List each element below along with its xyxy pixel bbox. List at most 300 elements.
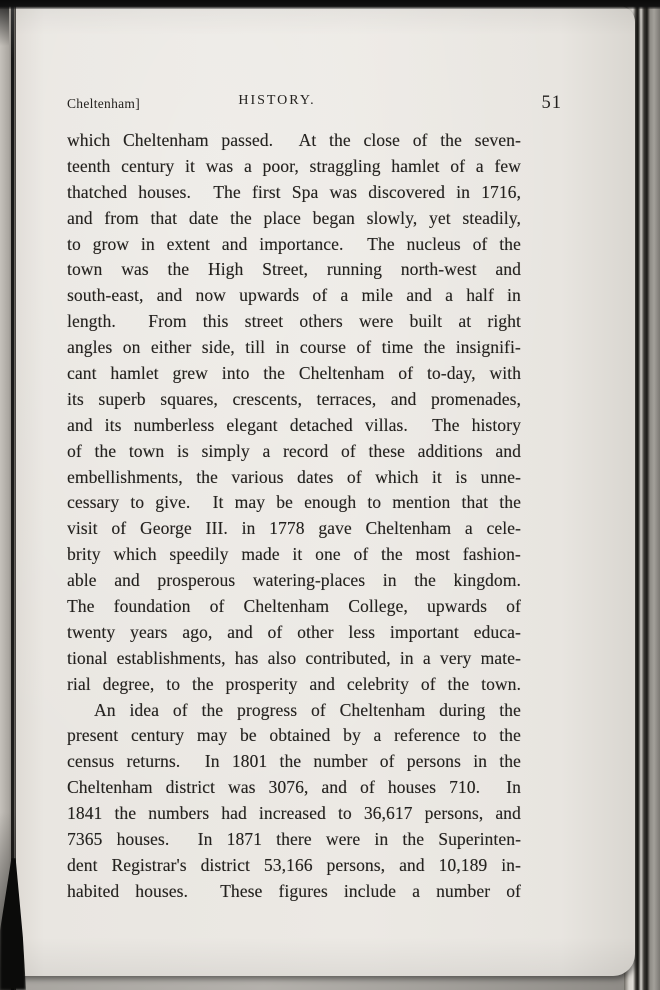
- text-line: [67, 413, 521, 439]
- word: additions: [417, 440, 483, 461]
- book-page: [13, 6, 635, 976]
- word: by: [343, 725, 361, 746]
- word: the: [447, 673, 470, 694]
- word: the: [196, 466, 218, 487]
- word: in: [140, 233, 155, 254]
- word: give.: [155, 492, 191, 513]
- word: the: [167, 259, 190, 280]
- word: the: [423, 337, 446, 358]
- word: this: [202, 311, 229, 332]
- word: simply: [201, 440, 250, 461]
- word: of: [360, 777, 375, 798]
- word: one: [315, 544, 341, 565]
- word: yet: [428, 207, 451, 228]
- word: extent: [166, 233, 210, 254]
- word: crescents,: [232, 388, 302, 409]
- word: detached: [289, 414, 353, 435]
- word: till: [245, 337, 266, 358]
- word: and: [114, 570, 140, 591]
- word: slowly,: [366, 207, 418, 228]
- word: course: [299, 337, 347, 358]
- word: may: [234, 492, 266, 513]
- word: other: [297, 621, 334, 642]
- text-line: [67, 827, 521, 853]
- word: and: [156, 285, 183, 306]
- word: its: [104, 414, 122, 435]
- word: had: [221, 803, 247, 824]
- word: In: [506, 777, 521, 798]
- word: in: [399, 647, 414, 668]
- word: district: [200, 854, 250, 875]
- word: George: [139, 518, 192, 539]
- word: of: [67, 440, 82, 461]
- word: the: [279, 751, 302, 772]
- word: upwards: [427, 596, 487, 617]
- word: Spa: [291, 181, 319, 202]
- word: be: [239, 725, 257, 746]
- word: from: [104, 207, 139, 228]
- word: the: [499, 699, 521, 720]
- word: The: [213, 181, 241, 202]
- word: 1841: [67, 803, 103, 824]
- word: and: [399, 854, 425, 875]
- word: was: [228, 777, 256, 798]
- word: of: [340, 440, 356, 461]
- word: a: [262, 440, 271, 461]
- word: were: [325, 829, 361, 850]
- text-line: [67, 620, 521, 646]
- word: less: [348, 621, 376, 642]
- word: villas.: [364, 414, 408, 435]
- word: 36,617: [363, 803, 413, 824]
- word: angles: [67, 337, 113, 358]
- word: of: [267, 621, 283, 642]
- running-header: [13, 93, 635, 114]
- word: important: [389, 621, 459, 642]
- word: very: [439, 647, 472, 668]
- word: in: [382, 570, 397, 591]
- word: prosperity: [225, 673, 298, 694]
- word: persons: [406, 751, 461, 772]
- word: side,: [201, 337, 235, 358]
- word: it: [185, 155, 195, 176]
- word: Cheltenham: [298, 363, 385, 384]
- word: establishments,: [116, 647, 226, 668]
- word: the: [499, 233, 521, 254]
- word: cessary: [67, 492, 120, 513]
- word: that: [461, 492, 489, 513]
- word: and: [406, 285, 432, 306]
- word: These: [220, 880, 263, 901]
- word: Superinten-: [438, 829, 521, 850]
- text-line: [67, 309, 521, 335]
- text-line: [67, 594, 521, 620]
- word: Street,: [262, 259, 309, 280]
- word: College,: [348, 596, 408, 617]
- word: From: [148, 311, 187, 332]
- word: dates: [297, 466, 334, 487]
- word: of: [379, 751, 395, 772]
- word: promenades,: [430, 388, 521, 409]
- word: were: [358, 311, 394, 332]
- word: teenth: [67, 155, 111, 176]
- word: and: [221, 233, 248, 254]
- word: of: [412, 130, 428, 150]
- word: superb: [98, 388, 146, 409]
- word: of: [450, 155, 466, 176]
- word: to: [130, 492, 145, 513]
- word: and: [67, 207, 93, 228]
- word: houses: [387, 777, 437, 798]
- word: years: [130, 621, 168, 642]
- text-line: [67, 646, 521, 672]
- word: number: [436, 880, 491, 901]
- gutter-crease-line: [11, 0, 14, 990]
- word: the: [414, 570, 436, 591]
- word: made: [241, 544, 280, 565]
- word: a: [445, 285, 453, 306]
- word: 710.: [449, 777, 481, 798]
- word: houses.: [138, 181, 191, 202]
- text-line: [67, 128, 521, 154]
- word: at: [458, 311, 472, 332]
- text-line: [67, 723, 521, 749]
- word: began: [312, 207, 355, 228]
- book-top-edge-shadow: [0, 0, 660, 9]
- word: most: [415, 544, 450, 565]
- word: history: [471, 414, 521, 435]
- word: III.: [205, 518, 228, 539]
- word: date: [188, 207, 219, 228]
- word: in: [241, 518, 256, 539]
- word: increased: [258, 803, 326, 824]
- word: idea: [129, 699, 159, 720]
- word: south-east,: [67, 285, 144, 306]
- word: these: [368, 440, 405, 461]
- word: in: [374, 829, 389, 850]
- word: a: [373, 725, 382, 746]
- word: celebrity: [346, 673, 409, 694]
- word: upwards: [239, 285, 300, 306]
- word: In: [204, 751, 220, 772]
- word: contributed,: [305, 647, 391, 668]
- word: town: [128, 440, 165, 461]
- text-line: [67, 698, 521, 724]
- word: either: [150, 337, 192, 358]
- word: numberless: [133, 414, 215, 435]
- word: others: [299, 311, 343, 332]
- word: to: [67, 233, 81, 254]
- word: High: [207, 259, 244, 280]
- word: obtained: [269, 725, 331, 746]
- word: seven-: [474, 130, 521, 150]
- word: in-: [501, 854, 521, 875]
- word: fashion-: [462, 544, 521, 565]
- word: in: [507, 285, 521, 306]
- word: cant: [67, 363, 97, 384]
- word: also: [267, 647, 297, 668]
- word: Cheltenham: [365, 518, 452, 539]
- word: hamlet: [391, 155, 440, 176]
- word: ago,: [182, 621, 213, 642]
- word: of: [353, 544, 369, 565]
- word: passed.: [221, 130, 274, 150]
- word: of: [209, 596, 225, 617]
- running-header-section-title: HISTORY.: [238, 93, 316, 108]
- word: a: [464, 518, 473, 539]
- word: which: [113, 544, 157, 565]
- word: in: [473, 751, 487, 772]
- word: of: [506, 880, 521, 901]
- word: in: [456, 181, 470, 202]
- word: a: [475, 155, 484, 176]
- word: the: [329, 130, 351, 150]
- word: It: [212, 492, 224, 513]
- word: town.: [481, 673, 521, 694]
- word: to-day,: [426, 363, 476, 384]
- word: houses.: [135, 880, 188, 901]
- word: was: [205, 155, 234, 176]
- text-line: [67, 568, 521, 594]
- text-line: [67, 879, 521, 905]
- text-line: [67, 257, 521, 283]
- text-line: [67, 801, 521, 827]
- word: embellishments,: [67, 466, 183, 487]
- word: of: [356, 337, 372, 358]
- word: cele-: [486, 518, 521, 539]
- word: mention: [392, 492, 451, 513]
- word: with: [489, 363, 521, 384]
- text-line: [67, 232, 521, 258]
- word: mate-: [480, 647, 521, 668]
- word: hamlet: [110, 363, 159, 384]
- word: the: [94, 440, 117, 461]
- word: is: [455, 466, 468, 487]
- word: grow: [92, 233, 130, 254]
- word: 53,166: [263, 854, 313, 875]
- word: various: [231, 466, 284, 487]
- word: a: [243, 155, 252, 176]
- word: length.: [67, 311, 116, 332]
- word: that: [150, 207, 178, 228]
- word: a: [422, 647, 431, 668]
- text-line: [67, 542, 521, 568]
- word: 1778: [269, 518, 305, 539]
- word: now: [195, 285, 226, 306]
- word: insignifi-: [455, 337, 521, 358]
- word: of: [506, 596, 521, 617]
- word: during: [439, 699, 486, 720]
- word: close: [363, 130, 400, 150]
- word: steadily,: [462, 207, 521, 228]
- word: twenty: [67, 621, 116, 642]
- word: and: [495, 803, 521, 824]
- word: the: [499, 751, 521, 772]
- word: and: [390, 388, 417, 409]
- word: the: [201, 699, 224, 720]
- word: reference: [394, 725, 461, 746]
- text-line: [67, 439, 521, 465]
- word: few: [494, 155, 521, 176]
- word: century: [121, 155, 175, 176]
- word: into: [221, 363, 250, 384]
- word: a: [412, 880, 420, 901]
- word: grew: [172, 363, 208, 384]
- word: and: [495, 440, 521, 461]
- word: the: [230, 207, 252, 228]
- word: census: [67, 751, 115, 772]
- word: the: [402, 829, 425, 850]
- word: half: [466, 285, 494, 306]
- word: 10,189: [438, 854, 488, 875]
- word: present: [67, 725, 119, 746]
- word: include: [343, 880, 397, 901]
- word: poor,: [262, 155, 299, 176]
- word: mile: [361, 285, 394, 306]
- word: degree,: [102, 673, 155, 694]
- word: 7365: [67, 829, 103, 850]
- word: to: [472, 725, 487, 746]
- word: squares,: [160, 388, 218, 409]
- word: importance.: [259, 233, 344, 254]
- text-line: [67, 361, 521, 387]
- word: town: [67, 259, 103, 280]
- body-text: [13, 128, 635, 905]
- word: enough: [304, 492, 357, 513]
- word: of: [312, 285, 328, 306]
- word: right: [487, 311, 521, 332]
- word: visit: [67, 518, 98, 539]
- word: may: [196, 725, 228, 746]
- word: In: [197, 829, 213, 850]
- word: of: [111, 518, 127, 539]
- text-line: [67, 206, 521, 232]
- word: place: [263, 207, 301, 228]
- word: 1716,: [481, 181, 521, 202]
- word: was: [329, 181, 358, 202]
- word: the: [191, 673, 214, 694]
- word: Cheltenham: [243, 596, 330, 617]
- word: 1871: [226, 829, 262, 850]
- word: was: [121, 259, 149, 280]
- word: it: [431, 466, 442, 487]
- word: The: [367, 233, 395, 254]
- word: Cheltenham: [67, 777, 153, 798]
- word: of: [472, 233, 488, 254]
- word: returns.: [126, 751, 181, 772]
- word: speedily: [169, 544, 229, 565]
- word: able: [67, 570, 97, 591]
- word: of: [346, 466, 362, 487]
- text-line: [67, 853, 521, 879]
- word: dent: [67, 854, 98, 875]
- text-line: [67, 490, 521, 516]
- word: to: [166, 673, 181, 694]
- word: street: [244, 311, 284, 332]
- word: of: [398, 363, 414, 384]
- word: gave: [318, 518, 352, 539]
- word: At: [298, 130, 317, 150]
- word: built: [409, 311, 443, 332]
- word: number: [313, 751, 368, 772]
- word: north-west: [400, 259, 477, 280]
- word: time: [381, 337, 414, 358]
- word: Cheltenham: [339, 699, 426, 720]
- text-line: [67, 775, 521, 801]
- text-line: [67, 335, 521, 361]
- word: has: [234, 647, 259, 668]
- word: it: [292, 544, 303, 565]
- word: and: [321, 777, 347, 798]
- word: foundation: [113, 596, 191, 617]
- word: straggling: [309, 155, 381, 176]
- word: the: [381, 544, 403, 565]
- text-line: [67, 154, 521, 180]
- word: record: [283, 440, 329, 461]
- word: be: [276, 492, 293, 513]
- text-line: [67, 180, 521, 206]
- word: unne-: [480, 466, 521, 487]
- word: persons,: [424, 803, 484, 824]
- word: watering-places: [252, 570, 366, 591]
- word: which: [375, 466, 419, 487]
- word: rial: [67, 673, 91, 694]
- word: persons,: [326, 854, 386, 875]
- word: and: [67, 414, 93, 435]
- word: progress: [237, 699, 298, 720]
- word: its: [67, 388, 84, 409]
- word: figures: [278, 880, 328, 901]
- word: elegant: [226, 414, 278, 435]
- word: and: [227, 621, 253, 642]
- text-line: [67, 516, 521, 542]
- word: terraces,: [316, 388, 377, 409]
- text-line: [67, 283, 521, 309]
- word: first: [251, 181, 281, 202]
- word: the: [499, 725, 521, 746]
- word: the: [440, 130, 462, 150]
- word: 3076,: [268, 777, 309, 798]
- word: numbers: [148, 803, 210, 824]
- word: houses.: [116, 829, 170, 850]
- word: brity: [67, 544, 101, 565]
- word: of: [172, 699, 188, 720]
- word: to: [337, 803, 352, 824]
- running-header-catchword: Cheltenham]: [67, 96, 141, 111]
- text-line: [67, 672, 521, 698]
- page-number: 51: [541, 93, 562, 113]
- word: the: [263, 363, 285, 384]
- word: of: [311, 699, 326, 720]
- word: the: [114, 803, 137, 824]
- word: which: [67, 130, 111, 150]
- word: is: [176, 440, 189, 461]
- text-line: [67, 749, 521, 775]
- word: habited: [67, 880, 120, 901]
- word: tional: [67, 647, 108, 668]
- word: the: [499, 492, 521, 513]
- word: on: [122, 337, 141, 358]
- word: thatched: [67, 181, 128, 202]
- word: there: [276, 829, 312, 850]
- word: in: [275, 337, 290, 358]
- word: a: [340, 285, 349, 306]
- text-line: [67, 465, 521, 491]
- word: 1801: [231, 751, 268, 772]
- word: The: [67, 596, 95, 617]
- word: district: [165, 777, 215, 798]
- text-line: [67, 387, 521, 413]
